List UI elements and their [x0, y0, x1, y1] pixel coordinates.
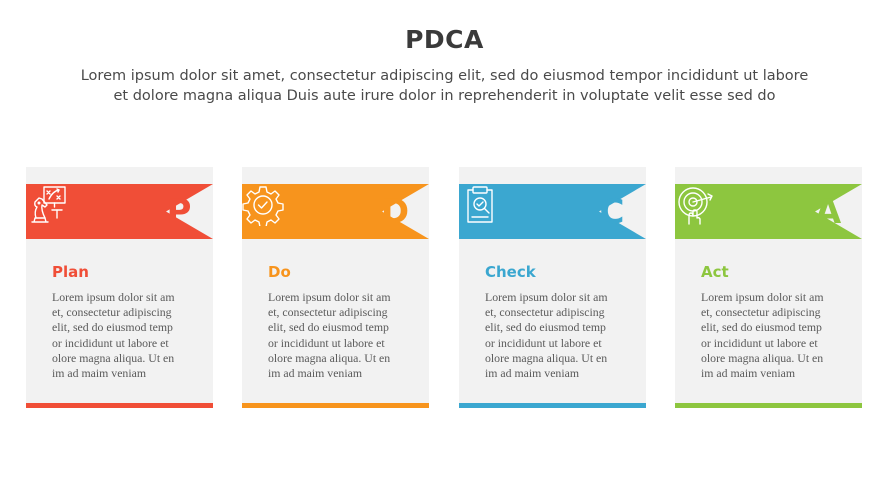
- body-line: im ad maim veniam: [485, 366, 580, 381]
- body-line: im ad maim veniam: [701, 366, 796, 381]
- body-line: et, consectetur adipiscing: [485, 305, 605, 320]
- ribbon-act: [675, 184, 862, 239]
- body-line: elit, sed do eiusmod temp: [485, 320, 606, 335]
- ribbon-do: [242, 184, 429, 239]
- body-line: elit, sed do eiusmod temp: [701, 320, 822, 335]
- subtitle-line-2: et dolore magna aliqua Duis aute irure dolor in reprehenderit in voluptate velit esse sed do: [113, 88, 776, 104]
- card-bar-check: [459, 403, 646, 408]
- page-title: PDCA: [405, 25, 484, 54]
- card-do: [242, 167, 429, 408]
- body-line: et, consectetur adipiscing: [268, 305, 388, 320]
- card-check: [459, 167, 646, 408]
- card-title-act: Act: [701, 263, 729, 281]
- body-line: im ad maim veniam: [52, 366, 147, 381]
- body-line: or incididunt ut labore et: [701, 335, 818, 350]
- gear-check-icon: [242, 184, 284, 226]
- body-line: im ad maim veniam: [268, 366, 363, 381]
- body-line: olore magna aliqua. Ut en: [268, 350, 391, 365]
- card-body-act: [701, 290, 851, 381]
- body-line: or incididunt ut labore et: [268, 335, 385, 350]
- card-act: [675, 167, 862, 408]
- body-line: elit, sed do eiusmod temp: [268, 320, 389, 335]
- letter-plan: P: [166, 192, 192, 232]
- strategy-board-icon: [26, 184, 68, 226]
- page-subtitle: [40, 66, 849, 106]
- card-body-check: [485, 290, 635, 381]
- body-line: or incididunt ut labore et: [52, 335, 169, 350]
- body-line: olore magna aliqua. Ut en: [52, 350, 175, 365]
- subtitle-line-1: Lorem ipsum dolor sit amet, consectetur adipiscing elit, sed do eiusmod tempor incididunt ut labore: [80, 68, 809, 84]
- letter-act: A: [814, 192, 842, 232]
- card-body-plan: [52, 290, 202, 381]
- card-title-plan: Plan: [52, 263, 89, 281]
- body-line: or incididunt ut labore et: [485, 335, 602, 350]
- body-line: Lorem ipsum dolor sit am: [268, 290, 391, 304]
- target-hand-icon: [675, 184, 717, 226]
- card-title-check: Check: [485, 263, 536, 281]
- body-line: et, consectetur adipiscing: [52, 305, 172, 320]
- card-plan: [26, 167, 213, 408]
- card-title-do: Do: [268, 263, 291, 281]
- body-line: Lorem ipsum dolor sit am: [52, 290, 175, 304]
- body-line: et, consectetur adipiscing: [701, 305, 821, 320]
- card-bar-act: [675, 403, 862, 408]
- clipboard-search-icon: [459, 184, 501, 226]
- card-bar-plan: [26, 403, 213, 408]
- card-bar-do: [242, 403, 429, 408]
- letter-do: D: [380, 192, 410, 232]
- card-body-do: [268, 290, 418, 381]
- ribbon-plan: [26, 184, 213, 239]
- body-line: olore magna aliqua. Ut en: [701, 350, 824, 365]
- body-line: Lorem ipsum dolor sit am: [701, 290, 824, 304]
- body-line: elit, sed do eiusmod temp: [52, 320, 173, 335]
- body-line: Lorem ipsum dolor sit am: [485, 290, 608, 304]
- ribbon-check: [459, 184, 646, 239]
- body-line: olore magna aliqua. Ut en: [485, 350, 608, 365]
- letter-check: C: [599, 192, 625, 232]
